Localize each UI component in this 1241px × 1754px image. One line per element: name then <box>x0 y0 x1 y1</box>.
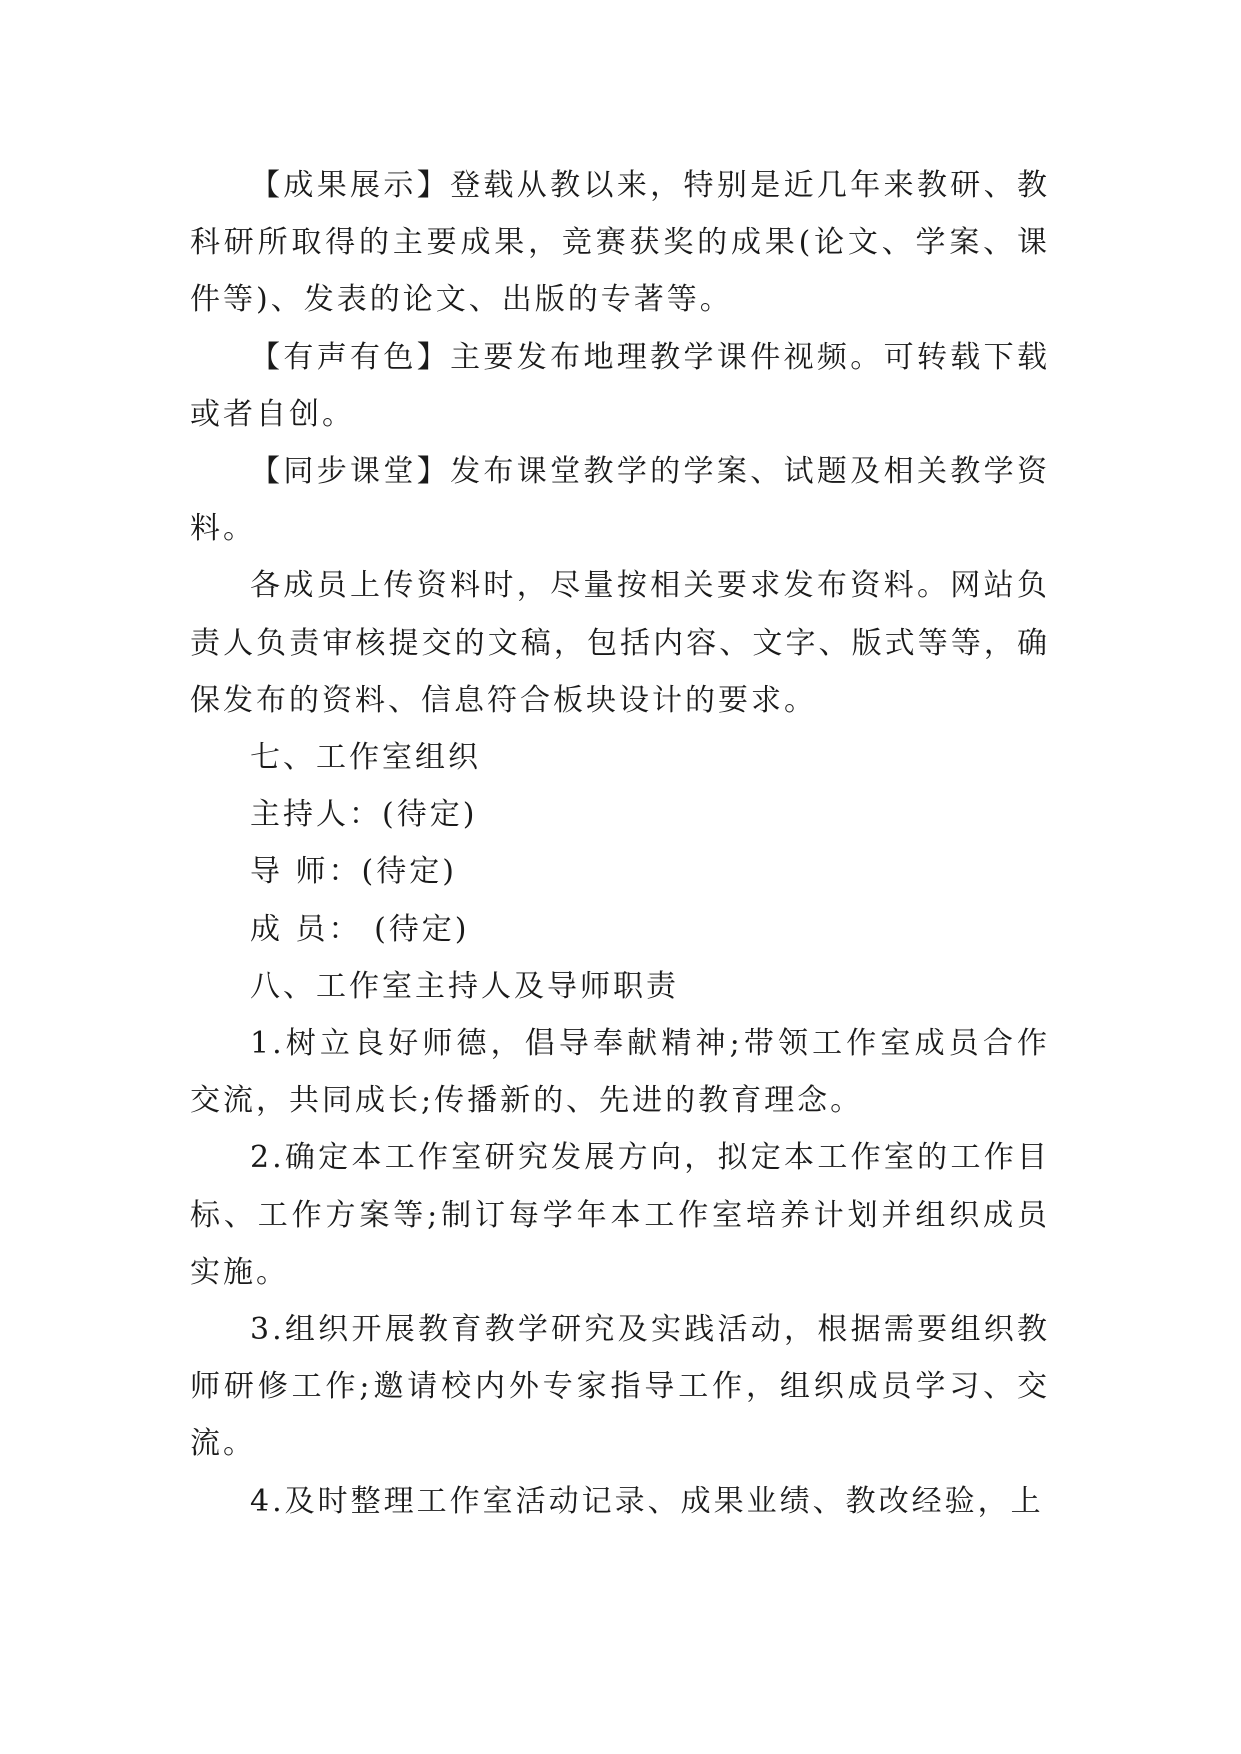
paragraph-audio-video: 【有声有色】主要发布地理教学课件视频。可转载下载或者自创。 <box>190 339 1050 432</box>
paragraph-upload-rules: 各成员上传资料时，尽量按相关要求发布资料。网站负责人负责审核提交的文稿，包括内容、文字、版式等等，确保发布的资料、信息符合板块设计的要求。 <box>190 568 1050 718</box>
members-line: 成 员： (待定) <box>250 911 470 947</box>
host-line: 主持人：(待定) <box>250 797 478 833</box>
section-heading-organization: 七、工作室组织 <box>250 740 481 776</box>
mentor-line: 导 师：(待定) <box>250 854 457 890</box>
duty-item-2: 2.确定本工作室研究发展方向，拟定本工作室的工作目标、工作方案等;制订每学年本工作室培养计划并组织成员实施。 <box>190 1140 1050 1290</box>
document-body <box>190 157 1050 1530</box>
section-heading-duties: 八、工作室主持人及导师职责 <box>250 968 679 1004</box>
duty-item-4: 4.及时整理工作室活动记录、成果业绩、教改经验，上 <box>250 1483 1044 1519</box>
duty-item-3: 3.组织开展教育教学研究及实践活动，根据需要组织教师研修工作;邀请校内外专家指导工作，组织成员学习、交流。 <box>190 1312 1050 1462</box>
duty-item-1: 1.树立良好师德，倡导奉献精神;带领工作室成员合作交流，共同成长;传播新的、先进的教育理念。 <box>190 1026 1050 1119</box>
paragraph-achievements: 【成果展示】登载从教以来，特别是近几年来教研、教科研所取得的主要成果，竞赛获奖的成果(论文、学案、课件等)、发表的论文、出版的专著等。 <box>190 168 1050 318</box>
paragraph-sync-classroom: 【同步课堂】发布课堂教学的学案、试题及相关教学资料。 <box>190 454 1050 547</box>
